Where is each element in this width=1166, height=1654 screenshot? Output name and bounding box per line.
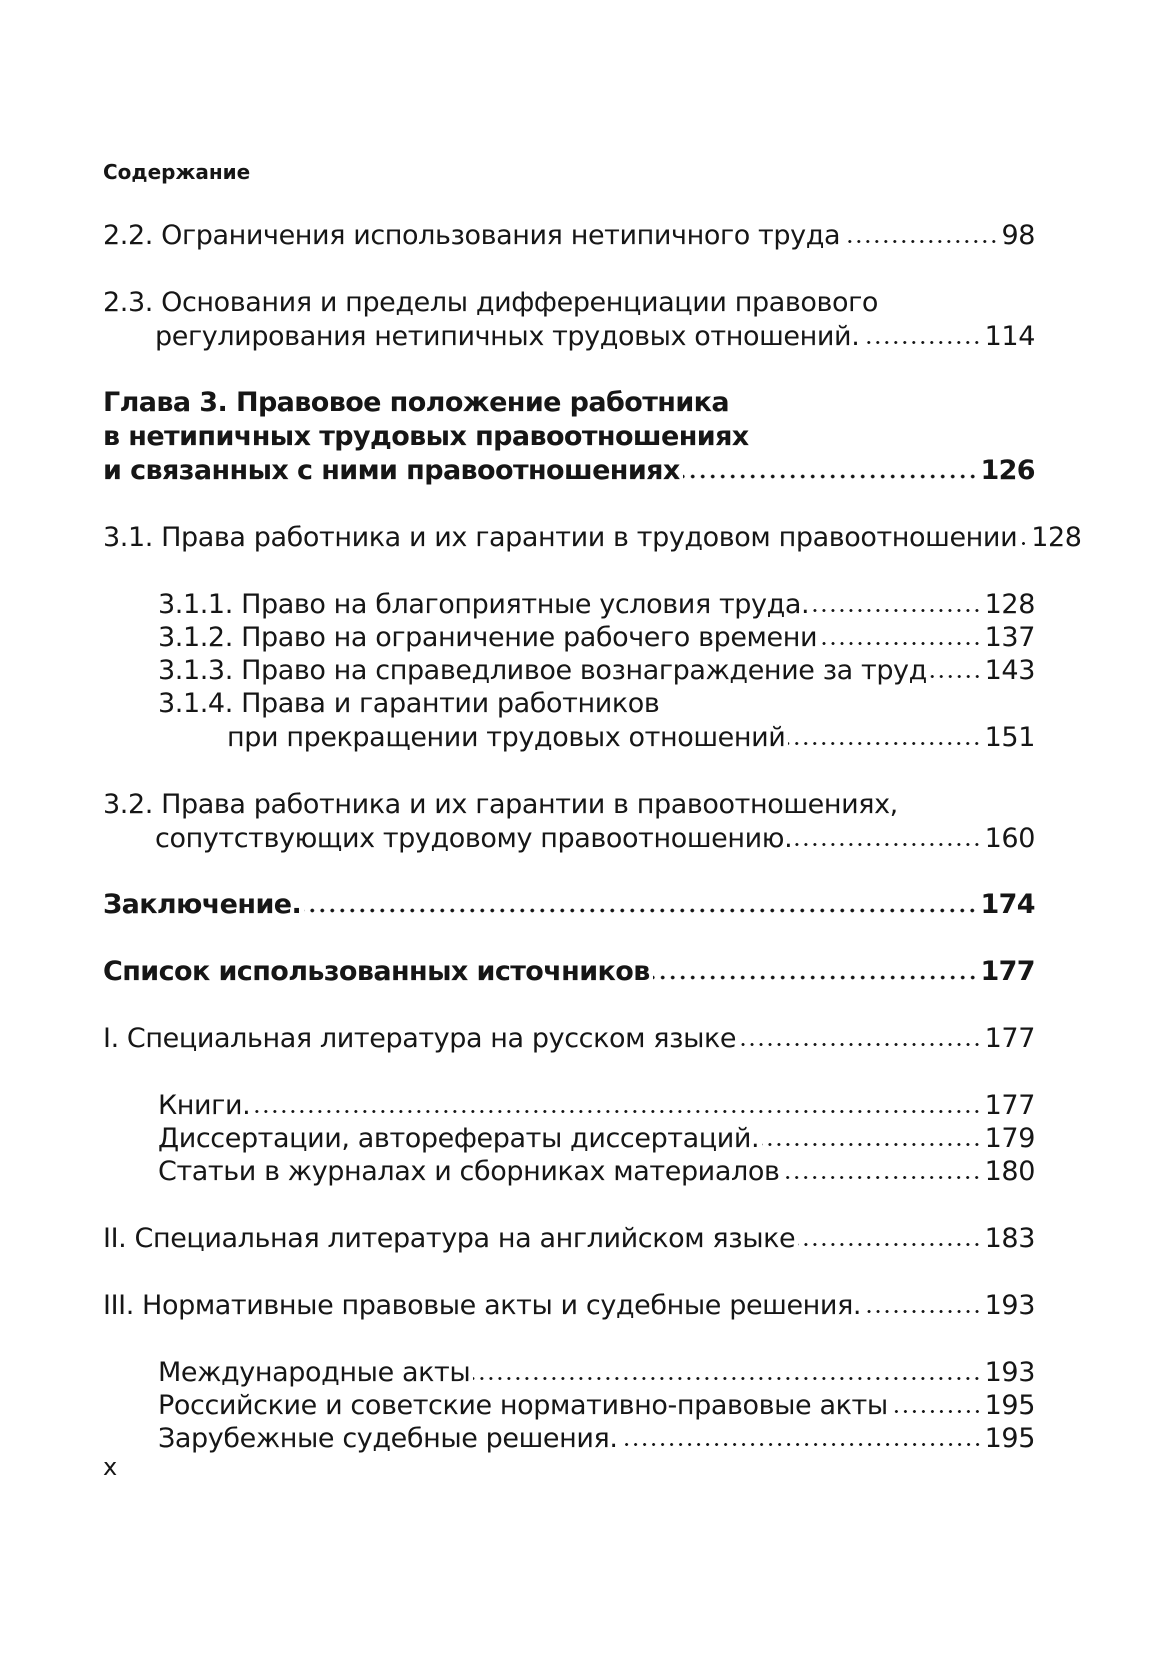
toc-entry-title: и связанных с ними правоотношениях [103, 455, 680, 486]
toc-entry-page: 177 [984, 1023, 1035, 1054]
toc-entry-page: 195 [984, 1390, 1035, 1421]
dot-leader [1020, 541, 1028, 546]
toc-entry-page: 174 [980, 889, 1035, 920]
toc-entry-3-1-1[interactable] [158, 588, 1035, 622]
dot-leader [304, 908, 977, 913]
toc-entry-page: 151 [984, 722, 1035, 753]
toc-entry-title: 2.3. Основания и пределы дифференциации правового [103, 287, 879, 318]
dot-leader [739, 1042, 982, 1047]
toc-entry-title: 3.1.4. Права и гарантии работников [158, 688, 660, 719]
dot-leader [253, 1109, 981, 1114]
toc-entry-title: сопутствующих трудовому правоотношению. [155, 823, 793, 854]
toc-chapter-3-line-1[interactable] [103, 386, 729, 420]
toc-entry-title: Книги. [158, 1090, 251, 1121]
dot-leader [782, 1175, 981, 1180]
toc-entry-page: 177 [984, 1090, 1035, 1121]
toc-entry-title: Международные акты [158, 1357, 471, 1388]
toc-bib-section-3[interactable] [103, 1289, 1035, 1323]
toc-entry-title: 3.1. Права работника и их гарантии в трудовом правоотношении [103, 522, 1018, 553]
toc-entry-2-3-line-1[interactable] [103, 286, 878, 320]
dot-leader [795, 842, 981, 847]
toc-conclusion[interactable] [103, 888, 1035, 922]
toc-entry-page: 193 [984, 1357, 1035, 1388]
dot-leader [653, 975, 978, 980]
toc-entry-2-2[interactable] [103, 219, 1035, 253]
toc-entry-3-1-4[interactable] [227, 721, 1035, 755]
toc-entry-title: регулирования нетипичных трудовых отношений. [155, 321, 860, 352]
toc-entry-title: Список использованных источников [103, 956, 650, 987]
dot-leader [621, 1442, 982, 1447]
toc-entry-3-1[interactable] [103, 521, 1082, 555]
toc-bib-foreign-decisions[interactable] [158, 1422, 1035, 1456]
toc-entry-title: 3.1.3. Право на справедливое вознаграждение за труд [158, 655, 927, 686]
toc-entry-title: 3.1.1. Право на благоприятные условия труда. [158, 589, 810, 620]
toc-entry-title: Диссертации, авторефераты диссертаций. [158, 1123, 760, 1154]
running-head: Содержание [103, 160, 251, 184]
dot-leader [843, 239, 998, 244]
toc-entry-title: 3.2. Права работника и их гарантии в правоотношениях, [103, 789, 898, 820]
toc-entry-title: 3.1.2. Право на ограничение рабочего времени [158, 622, 818, 653]
toc-entry-page: 137 [984, 622, 1035, 653]
dot-leader [812, 608, 981, 613]
page-number: x [103, 1453, 118, 1481]
toc-entry-page: 160 [984, 823, 1035, 854]
toc-chapter-3-line-2[interactable] [103, 420, 749, 454]
toc-bibliography[interactable] [103, 955, 1035, 989]
dot-leader [891, 1409, 982, 1414]
toc-entry-title: Глава 3. Правовое положение работника [103, 387, 729, 418]
toc-entry-3-2[interactable] [155, 822, 1035, 856]
toc-entry-page: 193 [984, 1290, 1035, 1321]
toc-entry-page: 180 [984, 1156, 1035, 1187]
dot-leader [930, 674, 982, 679]
toc-entry-title: Заключение. [103, 889, 302, 920]
toc-bib-russian-acts[interactable] [158, 1389, 1035, 1423]
toc-entry-page: 98 [1001, 220, 1035, 251]
toc-entry-title: 2.2. Ограничения использования нетипичного труда [103, 220, 841, 251]
toc-entry-title: в нетипичных трудовых правоотношениях [103, 421, 749, 452]
dot-leader [762, 1142, 981, 1147]
toc-bib-international-acts[interactable] [158, 1356, 1035, 1390]
dot-leader [788, 741, 981, 746]
toc-entry-title: Зарубежные судебные решения. [158, 1423, 618, 1454]
toc-entry-page: 179 [984, 1123, 1035, 1154]
toc-entry-title: Статьи в журналах и сборниках материалов [158, 1156, 780, 1187]
dot-leader [473, 1376, 981, 1381]
toc-chapter-3[interactable] [103, 454, 1035, 488]
toc-entry-page: 143 [984, 655, 1035, 686]
toc-entry-title: при прекращении трудовых отношений [227, 722, 786, 753]
dot-leader [864, 1309, 982, 1314]
toc-entry-page: 128 [984, 589, 1035, 620]
toc-bib-section-1[interactable] [103, 1022, 1035, 1056]
toc-entry-page: 114 [984, 321, 1035, 352]
toc-entry-3-1-2[interactable] [158, 621, 1035, 655]
toc-entry-page: 195 [984, 1423, 1035, 1454]
toc-bib-articles[interactable] [158, 1155, 1035, 1189]
toc-bib-section-2[interactable] [103, 1222, 1035, 1256]
toc-entry-2-3[interactable] [155, 320, 1035, 354]
dot-leader [862, 340, 981, 345]
toc-entry-title: III. Нормативные правовые акты и судебные решения. [103, 1290, 862, 1321]
toc-entry-page: 128 [1031, 522, 1082, 553]
dot-leader [798, 1242, 981, 1247]
toc-entry-page: 177 [980, 956, 1035, 987]
dot-leader [683, 474, 978, 479]
toc-entry-page: 183 [984, 1223, 1035, 1254]
toc-entry-3-1-3[interactable] [158, 654, 1035, 688]
toc-entry-3-1-4-line-1[interactable] [158, 687, 659, 721]
toc-bib-dissertations[interactable] [158, 1122, 1035, 1156]
toc-bib-books[interactable] [158, 1089, 1035, 1123]
toc-entry-title: Российские и советские нормативно-правовые акты [158, 1390, 888, 1421]
toc-entry-title: II. Специальная литература на английском языке [103, 1223, 796, 1254]
toc-entry-page: 126 [980, 455, 1035, 486]
dot-leader [820, 641, 982, 646]
toc-entry-3-2-line-1[interactable] [103, 788, 898, 822]
toc-entry-title: I. Специальная литература на русском языке [103, 1023, 737, 1054]
